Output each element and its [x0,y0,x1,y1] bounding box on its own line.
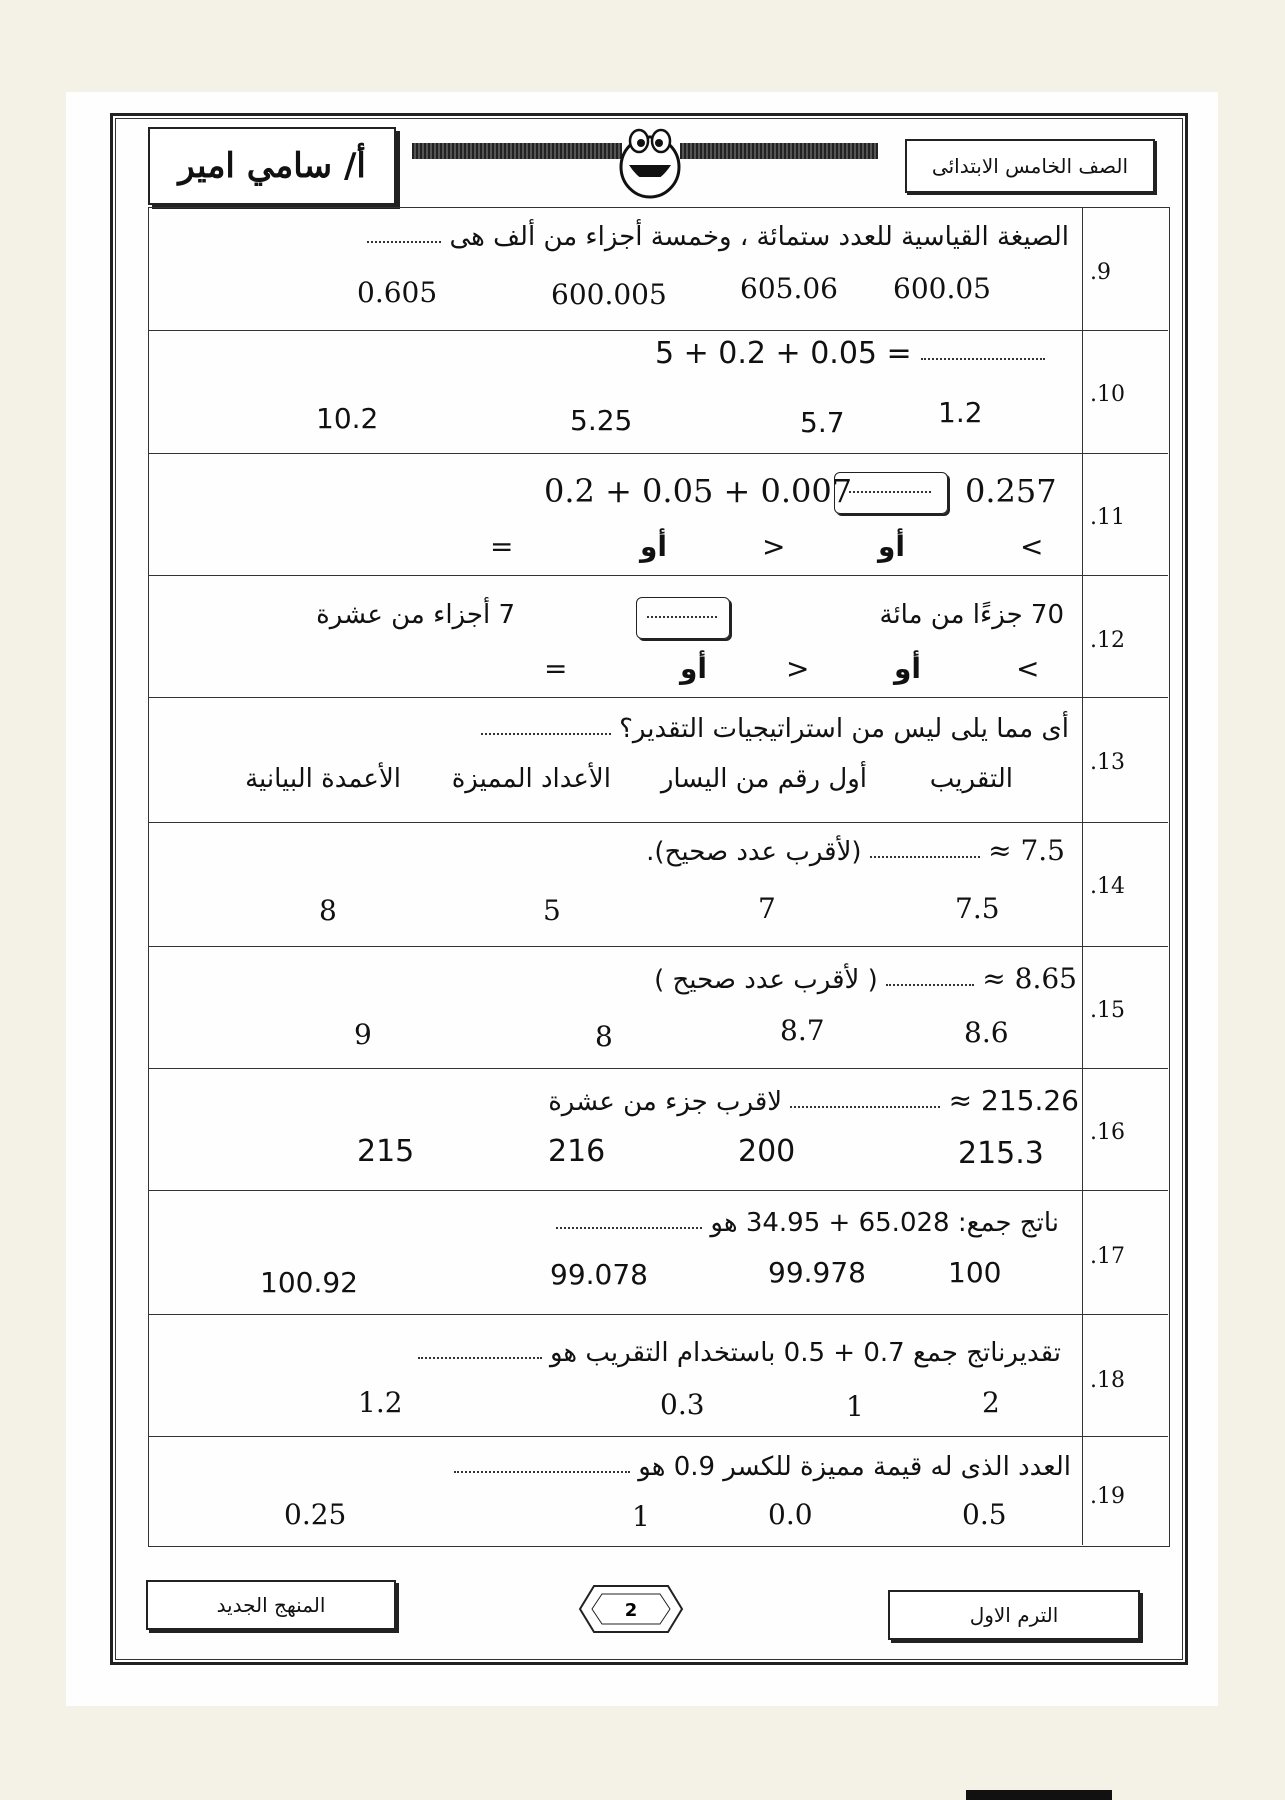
curriculum-label: المنهج الجديد [216,1593,326,1617]
question-number: .12 [1090,628,1125,653]
option-or: أو [640,530,668,563]
option: 0.3 [660,1388,705,1421]
scan-edge-bar [966,1790,1112,1800]
grade-label: الصف الخامس الابتدائى [931,154,1129,178]
option-less-than: < [1020,530,1044,563]
option-equal: = [544,652,568,685]
option: 10.2 [316,402,379,435]
teacher-name-box [148,127,396,205]
answer-blank [870,848,980,858]
header-bar-right [680,143,878,159]
question-number: .17 [1090,1244,1125,1269]
answer-blank [886,976,974,986]
option: 600.005 [551,278,667,311]
question-text: 5 + 0.2 + 0.05 = [655,336,1045,371]
compare-left: 70 جزءًا من مائة [879,600,1064,630]
option-equal: = [490,530,514,563]
option: 8.7 [780,1014,825,1047]
option-or: أو [680,652,708,685]
page-number: 2 [624,1600,638,1621]
row-divider [148,946,1168,947]
option: الأعمدة البيانية [245,764,401,794]
question-number: .9 [1090,260,1111,285]
question-text: 8.65 ≈ ( لأقرب عدد صحيح ) [654,962,1077,995]
option: 0.0 [768,1498,813,1531]
option: 0.5 [962,1498,1007,1531]
option: 216 [548,1134,606,1169]
term-label: الترم الاول [969,1603,1059,1627]
option: 1 [632,1500,650,1533]
option: 100.92 [260,1266,358,1299]
question-text: الصيغة القياسية للعدد ستمائة ، وخمسة أجزاء من ألف هى [367,222,1069,252]
option: 215 [357,1134,415,1169]
answer-blank [556,1219,702,1229]
question-number: .14 [1090,874,1125,899]
compare-right: 0.2 + 0.05 + 0.007 [544,472,853,510]
option: 605.06 [740,272,838,305]
option: 1.2 [358,1386,403,1419]
option: 0.605 [357,276,438,309]
option: 8 [595,1020,613,1053]
answer-blank [921,350,1045,360]
option: 5 [543,894,561,927]
question-text: ناتج جمع: 65.028 + 34.95 هو [556,1208,1059,1238]
question-number: .15 [1090,998,1125,1023]
row-divider [148,822,1168,823]
page-number-badge [576,1582,686,1636]
question-number: .19 [1090,1484,1125,1509]
question-number: .18 [1090,1368,1125,1393]
compare-right: 7 أجزاء من عشرة [316,600,515,630]
question-text: تقديرناتج جمع 0.7 + 0.5 باستخدام التقريب هو [418,1338,1061,1368]
row-divider [148,1190,1168,1191]
option: 5.25 [570,404,633,437]
question-text: 215.26 ≈ لاقرب جزء من عشرة [548,1084,1079,1117]
smiley-face-icon [617,125,683,199]
question-text: العدد الذى له قيمة مميزة للكسر 0.9 هو [454,1452,1071,1482]
teacher-name: أ/ سامي امير [178,146,366,186]
option: 9 [354,1018,372,1051]
row-divider [148,1436,1168,1437]
curriculum-box [146,1580,396,1630]
row-divider [148,697,1168,698]
compare-answer-box [636,597,730,639]
row-divider [148,575,1168,576]
option: 7.5 [955,892,1000,925]
row-divider [148,453,1168,454]
question-number: .13 [1090,750,1125,775]
answer-blank [790,1098,940,1108]
option-greater-than: > [762,530,786,563]
option-less-than: < [1016,652,1040,685]
answer-blank [454,1463,630,1473]
compare-left: 0.257 [965,472,1057,510]
answer-blank [367,233,441,243]
option: 5.7 [800,406,845,439]
option: 1.2 [938,396,983,429]
row-divider [148,1068,1168,1069]
row-divider [148,1314,1168,1315]
question-number: .11 [1090,505,1125,530]
option: 8.6 [964,1016,1009,1049]
question-number: .16 [1090,1120,1125,1145]
option: الأعداد المميزة [451,764,611,794]
option: 7 [758,892,776,925]
option: 99.978 [768,1256,866,1289]
option: أول رقم من اليسار [660,764,867,794]
option: 100 [948,1256,1002,1289]
option-or: أو [878,530,906,563]
option: 99.078 [550,1258,648,1291]
option: 1 [846,1390,864,1423]
option: التقريب [929,764,1013,794]
option: 215.3 [958,1136,1044,1171]
number-column-divider [1082,207,1083,1545]
option-or: أو [894,652,922,685]
row-divider [148,330,1168,331]
question-number: .10 [1090,382,1125,407]
option: 2 [982,1386,1000,1419]
option-greater-than: > [786,652,810,685]
term-box [888,1590,1140,1640]
option: 0.25 [284,1498,347,1531]
header-bar-left [412,143,622,159]
answer-blank [481,725,611,735]
option: 600.05 [893,272,991,305]
grade-box [905,139,1155,193]
question-text: 7.5 ≈ (لأقرب عدد صحيح). [646,834,1065,867]
question-text: أى مما يلى ليس من استراتيجيات التقدير؟ [481,714,1069,744]
answer-blank [418,1349,542,1359]
option: 8 [319,894,337,927]
option: 200 [738,1134,796,1169]
